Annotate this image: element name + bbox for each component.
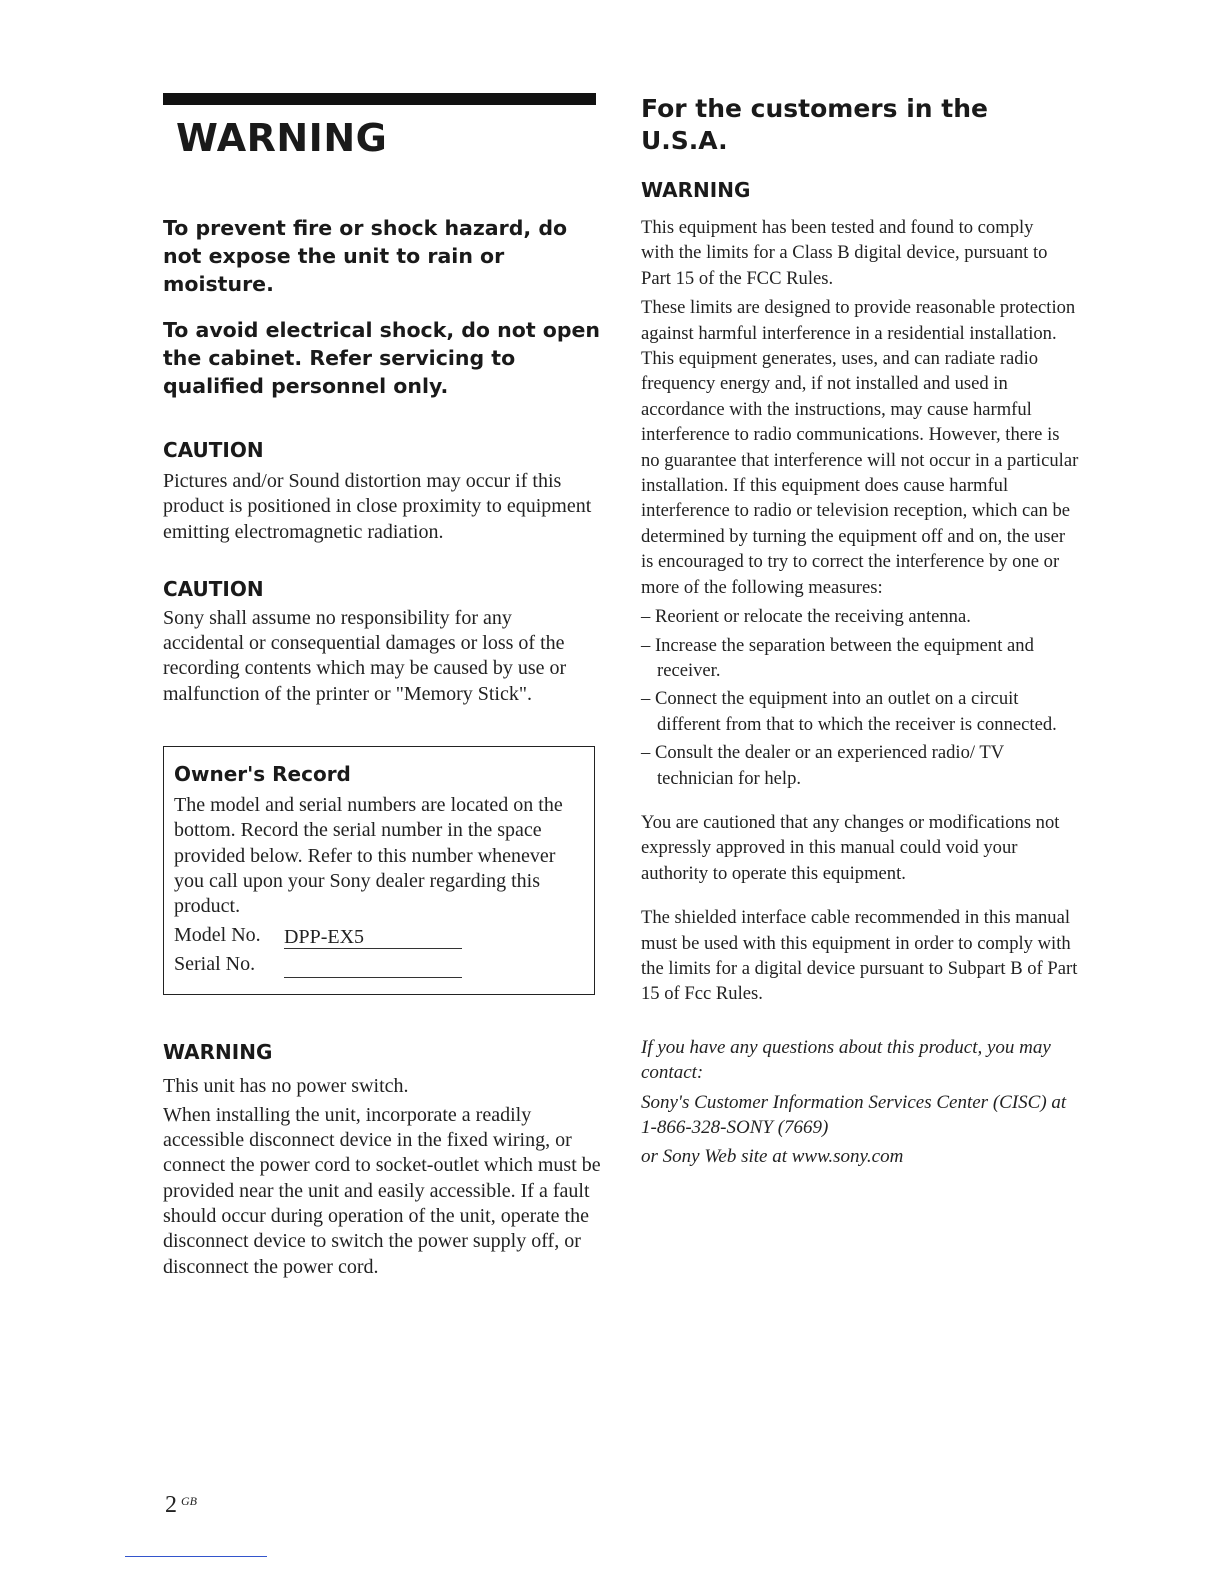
title-rule [163,93,596,105]
caution-text-2: Sony shall assume no responsibility for any accidental or consequential damages or loss of the recording contents which may be caused by use or malfunction of the printer or "Memory Stick". [163,606,567,705]
power-warning-line1: This unit has no power switch. [163,1074,409,1097]
page-title: WARNING [176,116,388,160]
contact-intro: If you have any questions about this product, you may contact: [641,1036,1051,1084]
measures-list [641,604,1081,791]
serial-number-label: Serial No. [174,952,256,975]
serial-number-field [284,955,462,978]
usa-customers-title: For the customers in the U.S.A. [641,94,988,155]
caution-heading-1: CAUTION [163,438,264,462]
fcc-paragraph-1: This equipment has been tested and found to comply with the limits for a Class B digital device, pursuant to Part 15 of the FCC Rules. [641,217,1048,289]
caution-text-1: Pictures and/or Sound distortion may occur if this product is positioned in close proximity to equipment emitting electromagnetic radiation. [163,470,592,543]
right-column [641,93,1081,1170]
left-column [163,93,603,1280]
page-number [165,1492,197,1519]
fire-shock-warning: To prevent fire or shock hazard, do not expose the unit to rain or moisture. [163,216,568,296]
electrical-shock-warning: To avoid electrical shock, do not open the cabinet. Refer servicing to qualified personnel only. [163,318,601,398]
power-warning-heading: WARNING [163,1039,273,1064]
contact-cisc: Sony's Customer Information Services Center (CISC) at 1-866-328-SONY (7669) [641,1091,1067,1138]
owners-record-title: Owner's Record [174,762,351,787]
model-number-row [174,922,594,949]
owners-record-box [163,746,595,994]
fcc-paragraph-4: The shielded interface cable recommended in this manual must be used with this equipment in order to comply with the limits for a digital device pursuant to Subpart B of Part 15 of Fcc Rules. [641,907,1078,1005]
power-warning-text: When installing the unit, incorporate a readily accessible disconnect device in the fixed wiring, or connect the power cord to socket-outlet which must be provided near the unit and easily accessible. If a fault should occur during operation of the unit, operate the disconnect device to switch the power supply off, or disconnect the power cord. [163,1103,601,1278]
model-number-value: DPP-EX5 [284,926,462,949]
usa-warning-heading: WARNING [641,178,751,202]
fcc-paragraph-2: These limits are designed to provide reasonable protection against harmful interference in a residential installation. This equipment generates, uses, and can radiate radio frequency energy and, if not installed and used in accordance with the instructions, may cause harmful interference to radio communications. However, there is no guarantee that interference will not occur in a particular installation. If this equipment does cause harmful interference to radio or television reception, which can be determined by turning the equipment off and on, the user is encouraged to try to correct the interference by one or more of the following measures: [641,297,1079,598]
model-number-label: Model No. [174,923,261,946]
list-item: – Increase the separation between the equipment and receiver. [641,634,1034,681]
serial-number-row [174,951,594,978]
owners-record-text: The model and serial numbers are located on the bottom. Record the serial number in the space provided below. Refer to this number whenever you call upon your Sony dealer regarding this product. [174,794,563,918]
footer-rule [125,1556,267,1557]
list-item: – Reorient or relocate the receiving antenna. [641,606,971,628]
list-item: – Connect the equipment into an outlet on a circuit different from that to which the receiver is connected. [641,688,1057,735]
page-number-suffix: GB [181,1494,197,1508]
page-number-value: 2 [165,1492,177,1518]
fcc-paragraph-3: You are cautioned that any changes or modifications not expressly approved in this manual could void your authority to operate this equipment. [641,811,1060,884]
caution-heading-2: CAUTION [163,576,264,601]
list-item: – Consult the dealer or an experienced radio/ TV technician for help. [641,742,1004,789]
contact-website: or Sony Web site at www.sony.com [641,1146,904,1168]
